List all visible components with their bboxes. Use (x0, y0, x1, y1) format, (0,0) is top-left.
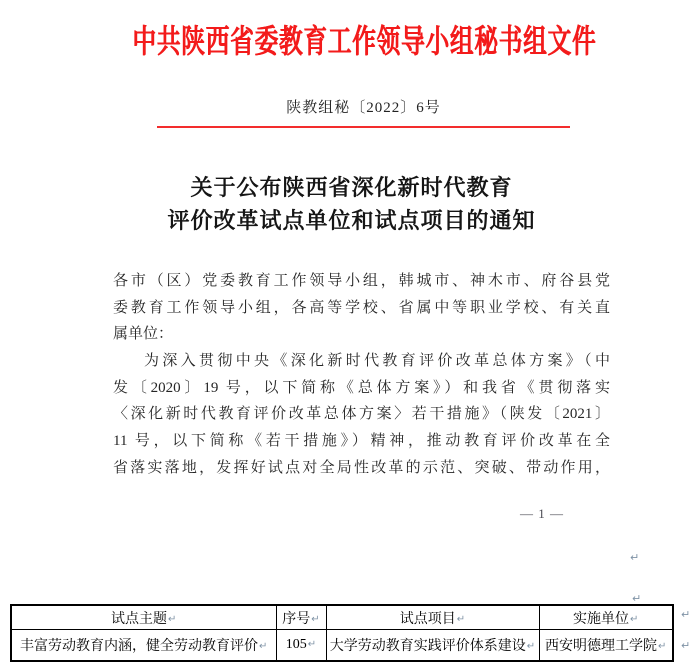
red-separator-line (157, 126, 570, 128)
body-line: 委教育工作领导小组，各高等学校、省属中等职业学校、有关直 (113, 299, 610, 316)
cell-return-mark: ↵ (658, 641, 667, 652)
cell-return-mark: ↵ (526, 641, 536, 652)
page-number: — 1 — (520, 506, 564, 521)
header-pilot-theme (11, 605, 276, 630)
pilot-projects-table (10, 604, 674, 662)
table-header-row (11, 605, 673, 630)
letterhead-text: 中共陕西省委教育工作领导小组秘书组文件 (132, 23, 597, 59)
doc-number: 陕教组秘〔2022〕6号 (286, 100, 441, 116)
body-line: 为深入贯彻中央《深化新时代教育评价改革总体方案》（中 (144, 353, 610, 370)
body-line: 各市（区）党委教育工作领导小组，韩城市、神木市、府谷县党 (113, 273, 610, 289)
header-label: 序号 (282, 611, 311, 627)
table-row (11, 630, 673, 662)
header-implementing-unit (539, 605, 673, 630)
row-end-mark: ↵ (681, 608, 691, 621)
title-line-1: 关于公布陕西省深化新时代教育 (190, 175, 513, 200)
header-label: 试点主题 (111, 611, 168, 627)
body-line: 〈深化新时代教育评价改革总体方案〉若干措施》（陕发〔2021〕 (113, 406, 610, 423)
cell-value: 105 (285, 637, 307, 652)
cell-return-mark: ↵ (168, 613, 177, 625)
body-line: 属单位： (113, 326, 174, 343)
row-end-mark: ↵ (681, 639, 691, 652)
header-label: 实施单位 (573, 611, 630, 627)
paragraph-return-mark: ↵ (632, 592, 642, 605)
document-body (113, 268, 610, 482)
paragraph-return-mark: ↵ (630, 551, 640, 564)
letterhead (0, 16, 693, 62)
header-label: 试点项目 (399, 611, 456, 627)
cell-value: 丰富劳动教育内涵，健全劳动教育评价 (20, 639, 259, 654)
cell-return-mark: ↵ (259, 641, 268, 652)
header-pilot-project (326, 605, 539, 630)
header-serial-number (276, 605, 326, 630)
cell-pilot-project (326, 630, 539, 662)
cell-serial-number (276, 630, 326, 662)
body-line: 发〔2020〕19 号，以下简称《总体方案》）和我省《贯彻落实 (113, 379, 610, 396)
cell-return-mark: ↵ (311, 613, 320, 625)
body-line: 11 号，以下简称《若干措施》）精神，推动教育评价改革在全 (113, 433, 610, 450)
cell-implementing-unit (539, 630, 673, 662)
cell-value: 西安明德理工学院 (545, 639, 658, 654)
document-title (5, 171, 693, 237)
cell-return-mark: ↵ (456, 613, 466, 625)
cell-return-mark: ↵ (630, 613, 639, 625)
cell-return-mark: ↵ (307, 639, 317, 650)
body-line: 省落实落地，发挥好试点对全局性改革的示范、突破、带动作用， (113, 459, 610, 476)
title-line-2: 评价改革试点单位和试点项目的通知 (167, 208, 536, 233)
cell-pilot-theme (11, 630, 276, 662)
cell-value: 大学劳动教育实践评价体系建设 (329, 639, 526, 654)
